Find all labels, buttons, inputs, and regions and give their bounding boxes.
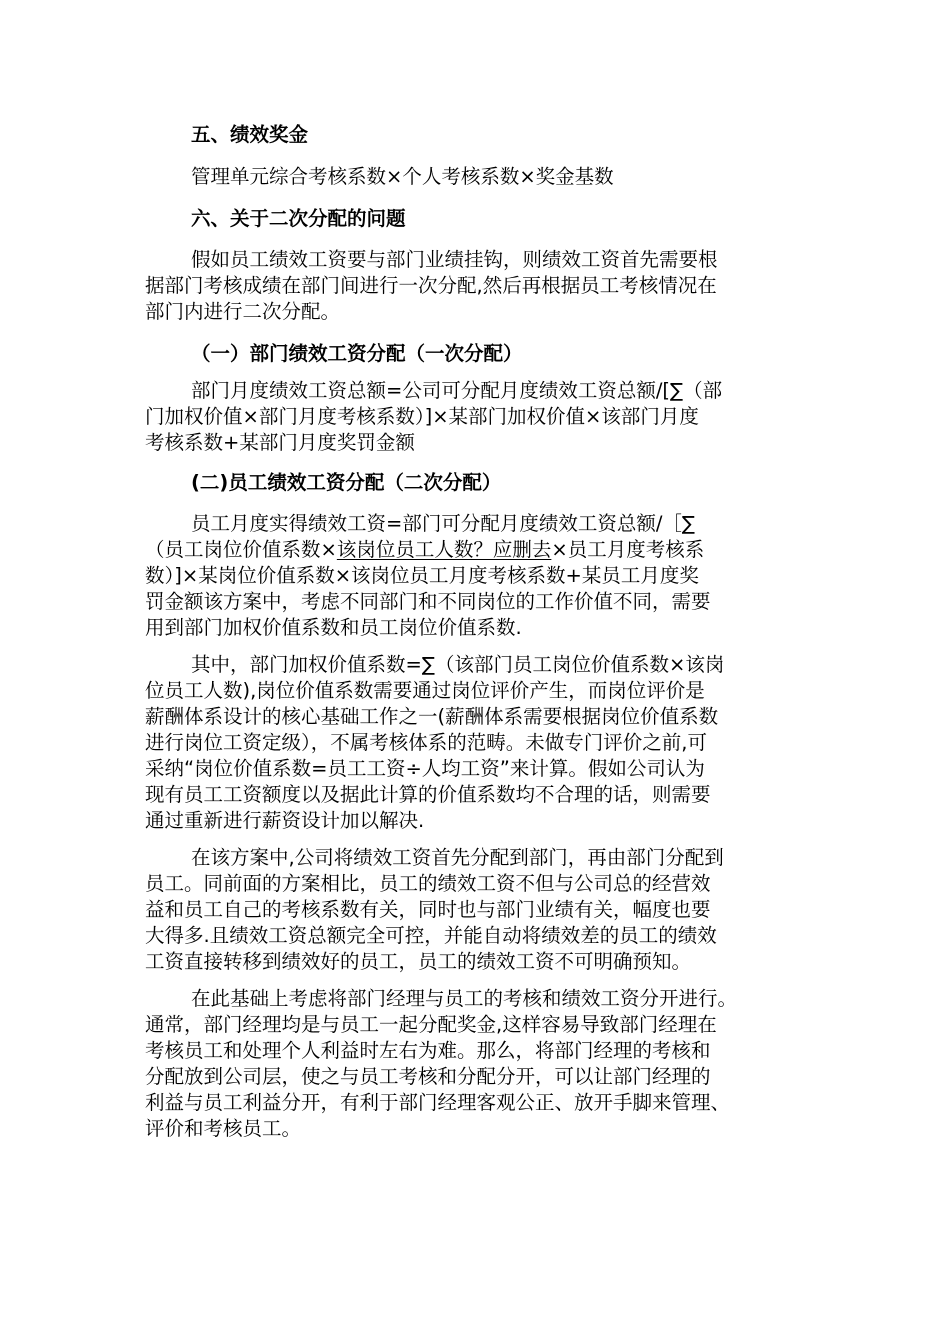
heading-performance-bonus: 五、绩效奖金 xyxy=(191,123,309,146)
paragraph-line: 大得多.且绩效工资总额完全可控，并能自动将绩效差的员工的绩效 xyxy=(145,924,717,947)
paragraph-line: 员工。同前面的方案相比，员工的绩效工资不但与公司总的经营效 xyxy=(145,872,711,895)
paragraph-line: 通过重新进行薪资设计加以解决. xyxy=(145,809,425,832)
subheading-employee-distribution: (二)员工绩效工资分配（二次分配） xyxy=(191,471,502,494)
paragraph-line: 部门内进行二次分配。 xyxy=(145,300,341,323)
paragraph-line: 进行岗位工资定级），不属考核体系的范畴。未做专门评价之前,可 xyxy=(145,731,707,754)
paragraph-line: 在此基础上考虑将部门经理与员工的考核和绩效工资分开进行。 xyxy=(191,987,738,1010)
text-span: ×员工月度考核系 xyxy=(551,538,705,561)
paragraph-line: 据部门考核成绩在部门间进行一次分配,然后再根据员工考核情况在 xyxy=(145,274,717,297)
subheading-department-distribution: （一）部门绩效工资分配（一次分配） xyxy=(191,342,523,365)
paragraph-line: 采纳“岗位价值系数=员工工资÷人均工资”来计算。假如公司认为 xyxy=(145,757,705,780)
paragraph-line: 部门月度绩效工资总额=公司可分配月度绩效工资总额/[∑（部 xyxy=(191,379,723,402)
paragraph-line: 通常，部门经理均是与员工一起分配奖金,这样容易导致部门经理在 xyxy=(145,1013,717,1036)
paragraph-line: 员工月度实得绩效工资=部门可分配月度绩效工资总额/［∑ xyxy=(191,512,696,535)
paragraph-line: 益和员工自己的考核系数有关，同时也与部门业绩有关，幅度也要 xyxy=(145,898,711,921)
paragraph-line: 薪酬体系设计的核心基础工作之一(薪酬体系需要根据岗位价值系数 xyxy=(145,705,719,728)
paragraph-line: 利益与员工利益分开，有利于部门经理客观公正、放开手脚来管理、 xyxy=(145,1091,731,1114)
bonus-formula: 管理单元综合考核系数×个人考核系数×奖金基数 xyxy=(191,165,614,188)
paragraph-line: 其中，部门加权价值系数=∑（该部门员工岗位价值系数×该岗 xyxy=(191,653,725,676)
paragraph-line xyxy=(145,537,704,563)
heading-secondary-distribution: 六、关于二次分配的问题 xyxy=(191,207,406,230)
paragraph-line: 假如员工绩效工资要与部门业绩挂钩，则绩效工资首先需要根 xyxy=(191,248,718,271)
paragraph-line: 现有员工工资额度以及据此计算的价值系数均不合理的话，则需要 xyxy=(145,783,711,806)
paragraph-line: 罚金额该方案中，考虑不同部门和不同岗位的工作价值不同，需要 xyxy=(145,590,711,613)
paragraph-line: 数）]×某岗位价值系数×该岗位员工月度考核系数+某员工月度奖 xyxy=(145,564,699,587)
paragraph-line: 考核员工和处理个人利益时左右为难。那么，将部门经理的考核和 xyxy=(145,1039,711,1062)
paragraph-line: 门加权价值×部门月度考核系数）]×某部门加权价值×该部门月度 xyxy=(145,405,699,428)
underlined-note: 该岗位员工人数？应删去 xyxy=(336,538,552,561)
paragraph-line: 评价和考核员工。 xyxy=(145,1117,302,1140)
paragraph-line: 位员工人数),岗位价值系数需要通过岗位评价产生，而岗位评价是 xyxy=(145,679,705,702)
paragraph-line: 分配放到公司层，使之与员工考核和分配分开，可以让部门经理的 xyxy=(145,1065,711,1088)
paragraph-line: 用到部门加权价值系数和员工岗位价值系数. xyxy=(145,616,522,639)
paragraph-line: 工资直接转移到绩效好的员工，员工的绩效工资不可明确预知。 xyxy=(145,950,692,973)
paragraph-line: 在该方案中,公司将绩效工资首先分配到部门，再由部门分配到 xyxy=(191,846,724,869)
text-span: （员工岗位价值系数× xyxy=(145,538,337,561)
paragraph-line: 考核系数+某部门月度奖罚金额 xyxy=(145,431,415,454)
